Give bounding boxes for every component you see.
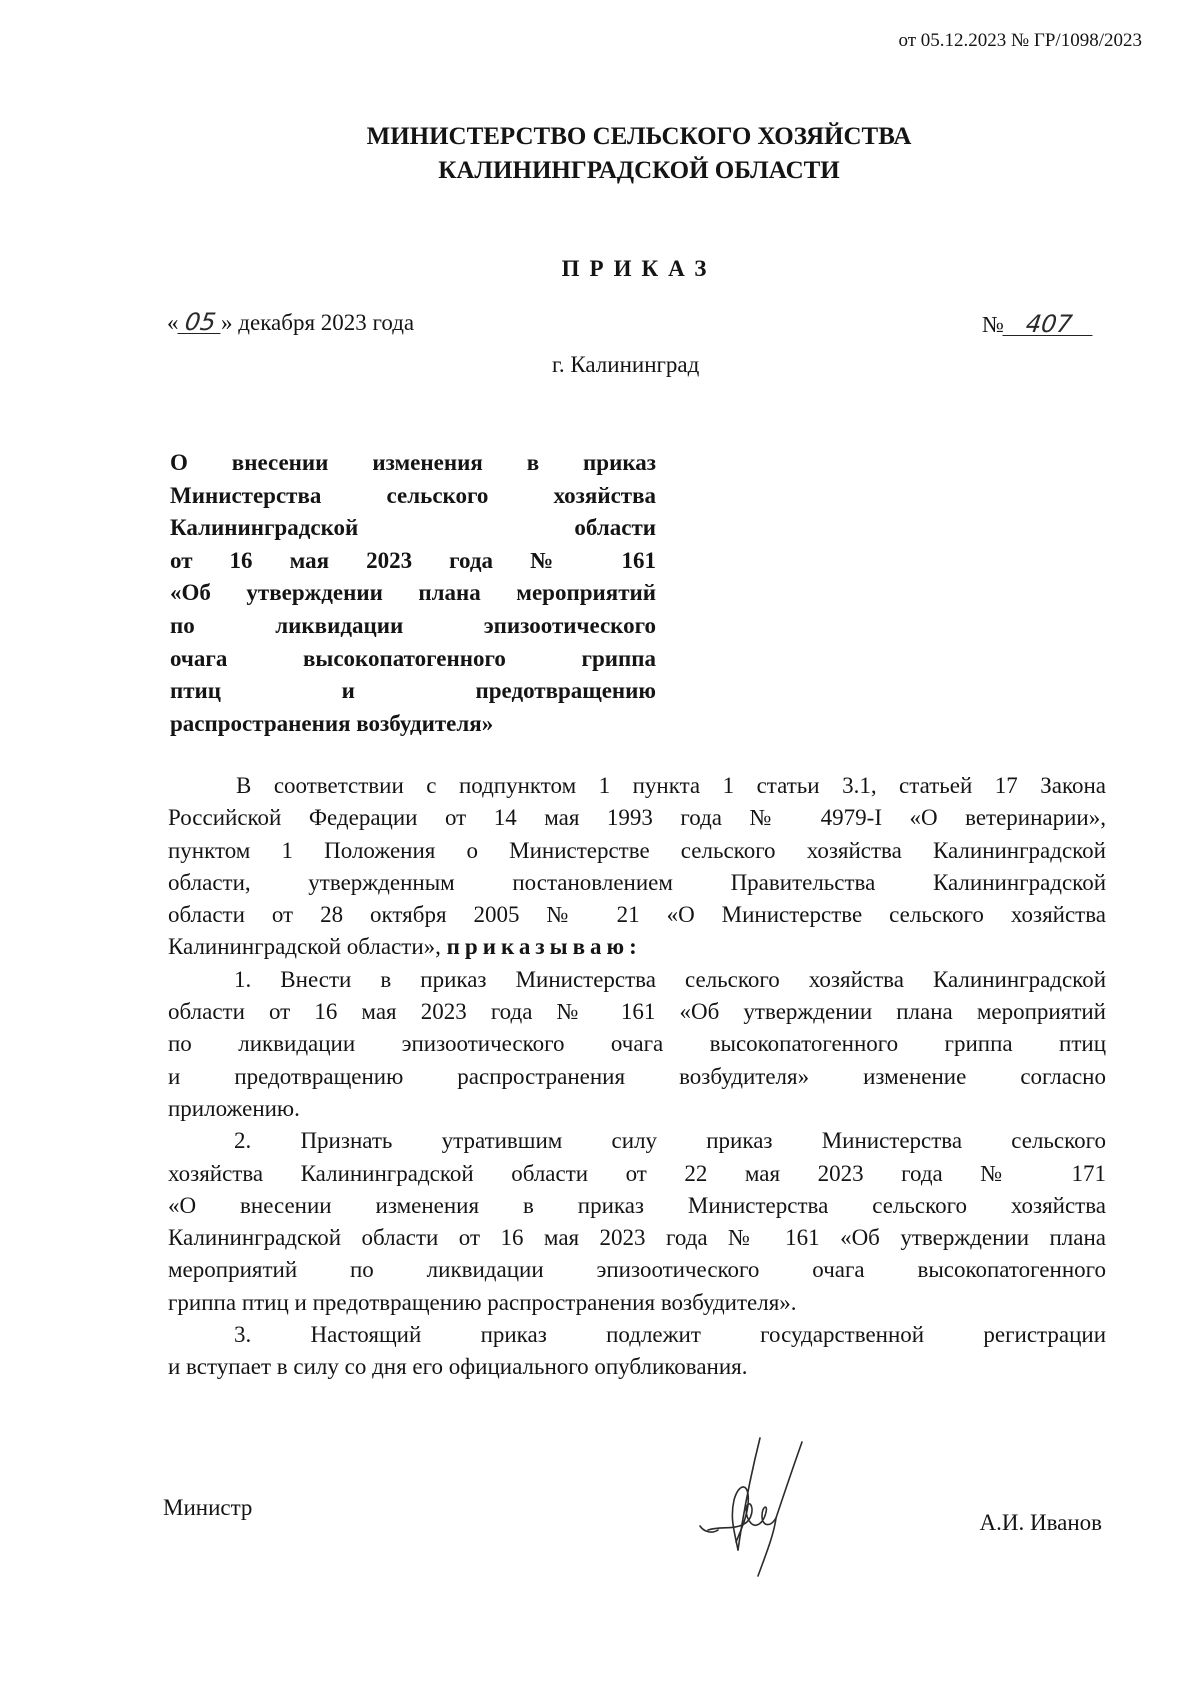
preamble-last-line — [168, 931, 1106, 963]
date-rest: » декабря 2023 года — [221, 310, 415, 335]
subject-line: очага высокопатогенного гриппа — [170, 645, 656, 671]
order-subject — [170, 447, 656, 740]
item-line: мероприятий по ликвидации эпизоотического очага высокопатогенного — [168, 1257, 1106, 1283]
subject-line: по ликвидации эпизоотического — [170, 612, 656, 638]
order-word: приказываю: — [446, 934, 642, 960]
signatory-name: А.И. Иванов — [979, 1510, 1102, 1535]
subject-line: Министерства сельского хозяйства — [170, 482, 656, 508]
preamble-line: области от 28 октября 2005 № 21 «О Министерстве сельского хозяйства — [168, 902, 1106, 928]
subject-line: от 16 мая 2023 года № 161 — [170, 547, 656, 573]
order-item-3 — [168, 1319, 1106, 1384]
date-open-quote: « — [167, 310, 179, 335]
item-line: области от 16 мая 2023 года № 161 «Об утверждении плана мероприятий — [168, 999, 1106, 1025]
preamble-line-end: Калининградской области», — [168, 934, 441, 960]
item-line: 1. Внести в приказ Министерства сельского хозяйства Калининградской — [234, 966, 1106, 992]
city: г. Калининград — [552, 352, 700, 377]
item-line: и вступает в силу со дня его официального опубликования. — [168, 1354, 748, 1380]
item-line: гриппа птиц и предотвращению распространения возбудителя». — [168, 1289, 797, 1315]
subject-line: «Об утверждении плана мероприятий — [170, 580, 656, 606]
ministry-name-line-1: МИНИСТЕРСТВО СЕЛЬСКОГО ХОЗЯЙСТВА — [366, 123, 912, 150]
subject-line: О внесении изменения в приказ — [170, 450, 656, 475]
ministry-header — [0, 120, 1200, 188]
number-sign: № — [982, 312, 1004, 337]
item-line: хозяйства Калининградской области от 22 мая 2023 года № 171 — [168, 1160, 1106, 1186]
handwritten-number: 407 — [1002, 313, 1095, 336]
item-line: Калининградской области от 16 мая 2023 года № 161 «Об утверждении плана — [168, 1225, 1106, 1251]
item-line: «О внесении изменения в приказ Министерства сельского хозяйства — [168, 1192, 1106, 1218]
order-date — [167, 310, 414, 336]
ministry-name-line-2: КАЛИНИНГРАДСКОЙ ОБЛАСТИ — [438, 157, 840, 184]
item-line: 2. Признать утратившим силу приказ Министерства сельского — [234, 1128, 1106, 1154]
handwritten-day: 05 — [177, 311, 223, 334]
preamble-line: области, утвержденным постановлением Правительства Калининградской — [168, 869, 1106, 895]
signatory-title: Министр — [163, 1495, 253, 1520]
item-line: приложению. — [168, 1095, 300, 1121]
order-item-2 — [168, 1125, 1106, 1319]
handwritten-signature — [690, 1430, 840, 1580]
item-line: по ликвидации эпизоотического очага высокопатогенного гриппа птиц — [168, 1031, 1106, 1057]
preamble-line: пунктом 1 Положения о Министерстве сельского хозяйства Калининградской — [168, 837, 1106, 863]
item-line: 3. Настоящий приказ подлежит государственной регистрации — [234, 1322, 1106, 1348]
preamble-paragraph — [168, 770, 1106, 964]
preamble-line: Российской Федерации от 14 мая 1993 года № 4979-I «О ветеринарии», — [168, 805, 1106, 831]
subject-line: распространения возбудителя» — [170, 710, 494, 736]
item-line: и предотвращению распространения возбудителя» изменение согласно — [168, 1063, 1106, 1089]
registration-stamp: от 05.12.2023 № ГР/1098/2023 — [898, 30, 1142, 51]
preamble-line: В соответствии с подпунктом 1 пункта 1 статьи 3.1, статьей 17 Закона — [236, 773, 1106, 798]
order-body — [168, 770, 1106, 1384]
order-number — [982, 312, 1094, 338]
subject-line: птиц и предотвращению — [170, 678, 656, 704]
order-item-1 — [168, 964, 1106, 1125]
document-type: ПРИКАЗ — [561, 256, 717, 281]
subject-line: Калининградской области — [170, 515, 656, 541]
